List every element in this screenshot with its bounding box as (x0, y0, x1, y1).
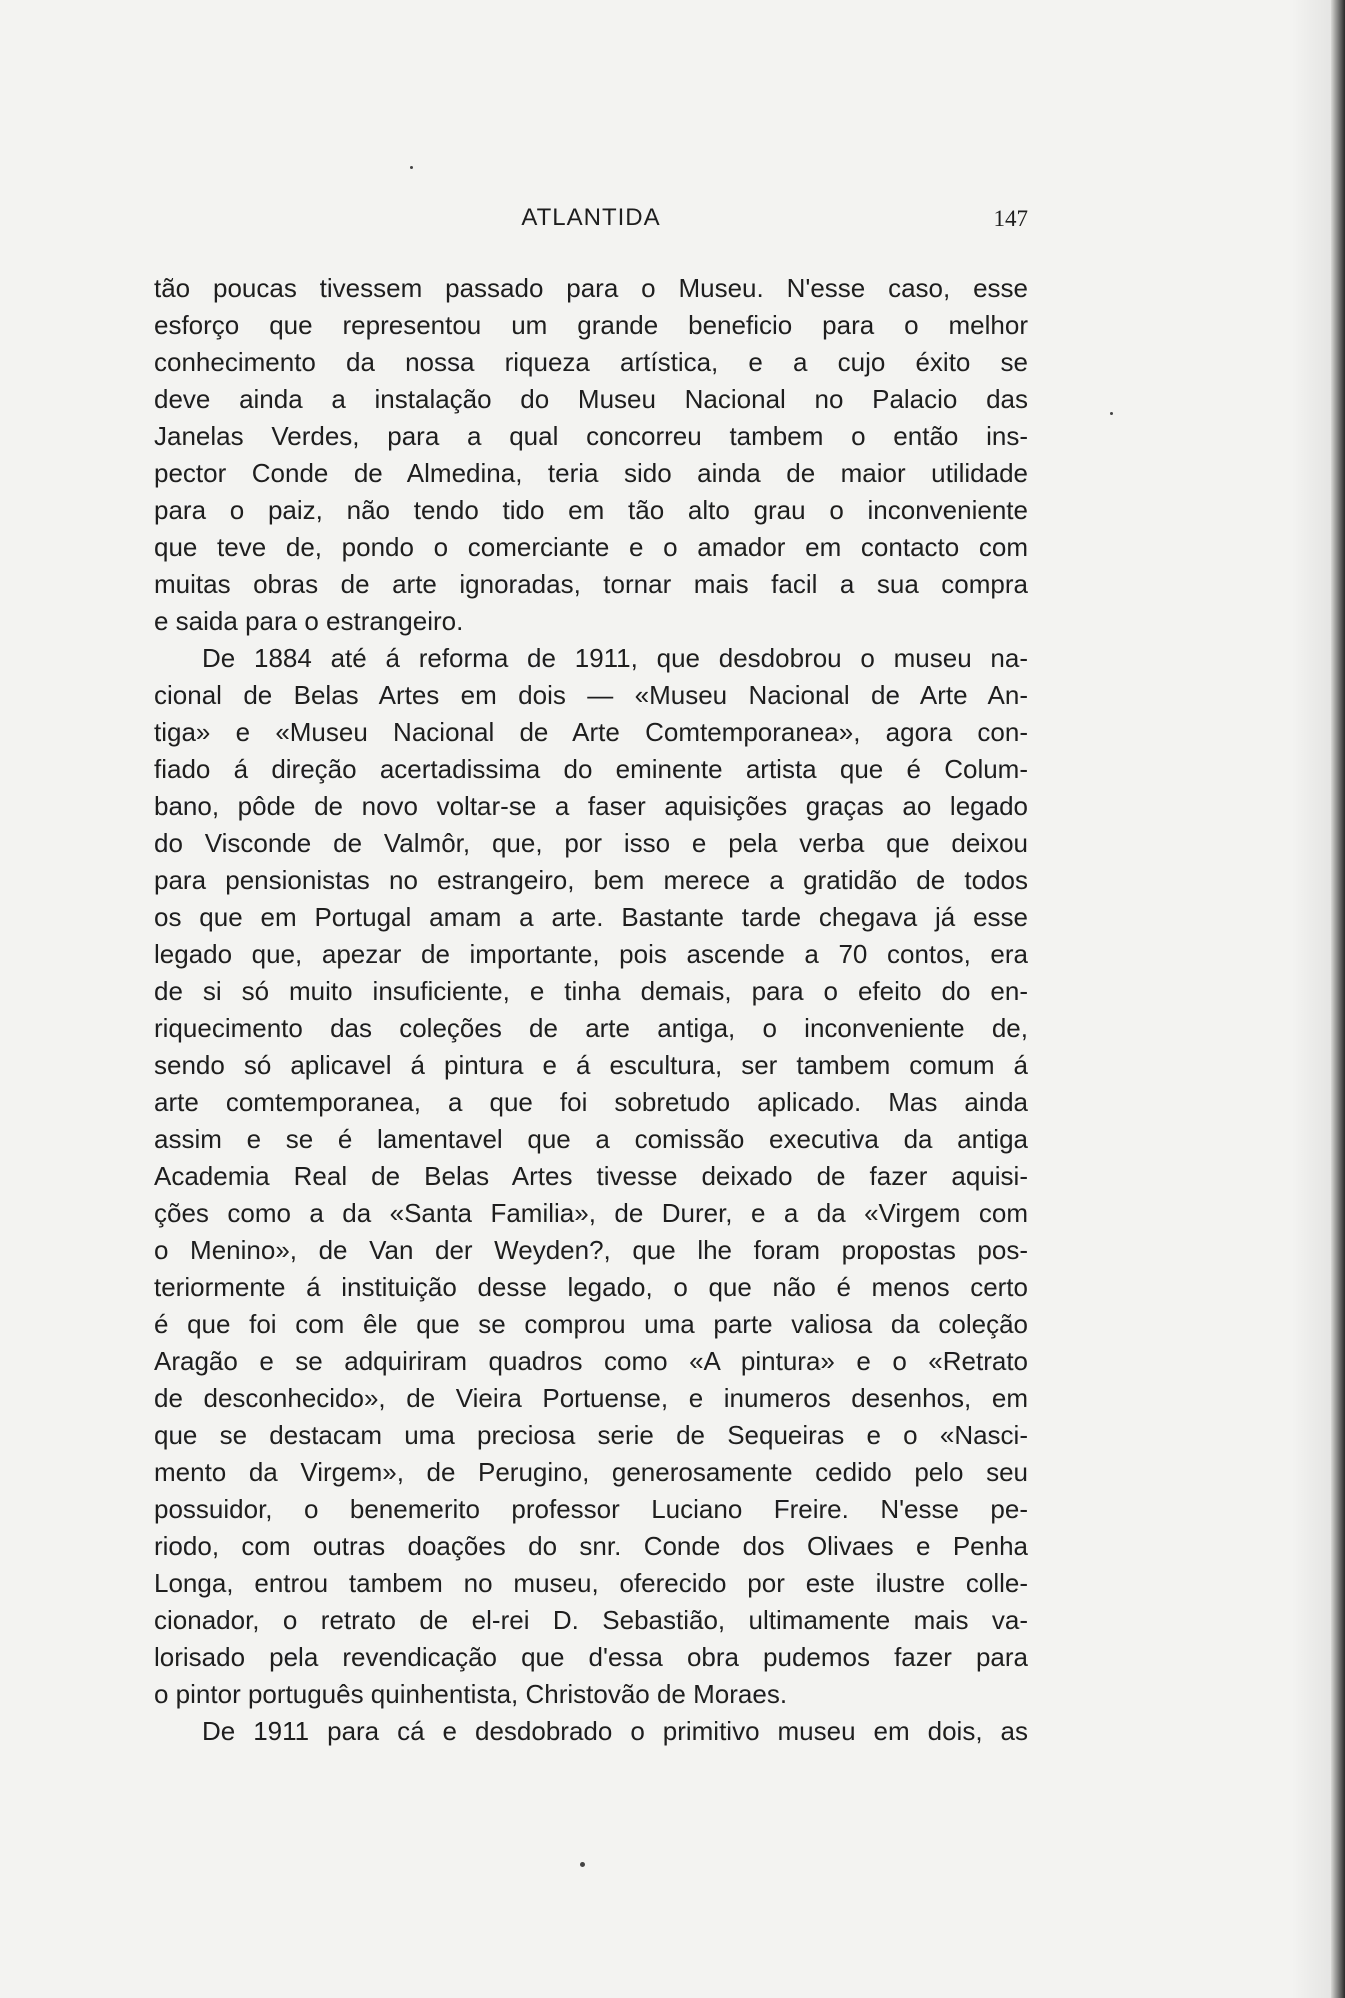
text-line: lorisado pela revendicação que d'essa obra pudemos fazer para (154, 1642, 1028, 1672)
paper-speck (410, 166, 413, 169)
text-line: muitas obras de arte ignoradas, tornar mais facil a sua compra (154, 569, 1028, 599)
page-header (154, 204, 1028, 238)
paper-speck (1110, 412, 1113, 415)
text-line: riquecimento das coleções de arte antiga, o inconveniente de, (154, 1013, 1028, 1043)
text-line: cional de Belas Artes em dois — «Museu Nacional de Arte An- (154, 680, 1028, 710)
text-line: que teve de, pondo o comerciante e o amador em contacto com (154, 532, 1028, 562)
text-line: legado que, apezar de importante, pois ascende a 70 contos, era (154, 939, 1028, 969)
text-line: Longa, entrou tambem no museu, oferecido por este ilustre colle- (154, 1568, 1028, 1598)
text-line: os que em Portugal amam a arte. Bastante tarde chegava já esse (154, 902, 1028, 932)
text-line: Janelas Verdes, para a qual concorreu tambem o então ins- (154, 421, 1028, 451)
text-line: para o paiz, não tendo tido em tão alto grau o inconveniente (154, 495, 1028, 525)
text-line: o pintor português quinhentista, Christovão de Moraes. (154, 1679, 788, 1709)
text-line: do Visconde de Valmôr, que, por isso e pela verba que deixou (154, 828, 1028, 858)
text-line: esforço que representou um grande beneficio para o melhor (154, 310, 1028, 340)
text-line: teriormente á instituição desse legado, o que não é menos certo (154, 1272, 1028, 1302)
paper-speck (580, 1862, 585, 1867)
text-line: sendo só aplicavel á pintura e á escultura, ser tambem comum á (154, 1050, 1028, 1080)
text-line: arte comtemporanea, a que foi sobretudo aplicado. Mas ainda (154, 1087, 1028, 1117)
text-line: Aragão e se adquiriram quadros como «A pintura» e o «Retrato (154, 1346, 1028, 1376)
running-title: ATLANTIDA (521, 204, 661, 231)
page-shadow (1291, 0, 1331, 1998)
text-line: tiga» e «Museu Nacional de Arte Comtemporanea», agora con- (154, 717, 1028, 747)
body-text (154, 270, 1028, 1750)
text-line: ções como a da «Santa Familia», de Durer, e a da «Virgem com (154, 1198, 1028, 1228)
text-line: deve ainda a instalação do Museu Nacional no Palacio das (154, 384, 1028, 414)
text-line: e saida para o estrangeiro. (154, 606, 464, 636)
text-line: bano, pôde de novo voltar-se a faser aquisições graças ao legado (154, 791, 1028, 821)
text-line: Academia Real de Belas Artes tivesse deixado de fazer aquisi- (154, 1161, 1028, 1191)
text-line: para pensionistas no estrangeiro, bem merece a gratidão de todos (154, 865, 1028, 895)
text-line: possuidor, o benemerito professor Luciano Freire. N'esse pe- (154, 1494, 1028, 1524)
page-number: 147 (993, 206, 1028, 231)
text-line: é que foi com êle que se comprou uma parte valiosa da coleção (154, 1309, 1028, 1339)
text-line: fiado á direção acertadissima do eminente artista que é Colum- (154, 754, 1028, 784)
text-line: conhecimento da nossa riqueza artística, e a cujo éxito se (154, 347, 1028, 377)
text-line: de desconhecido», de Vieira Portuense, e inumeros desenhos, em (154, 1383, 1028, 1413)
text-line: De 1911 para cá e desdobrado o primitivo museu em dois, as (202, 1716, 1028, 1746)
text-line: cionador, o retrato de el-rei D. Sebastião, ultimamente mais va- (154, 1605, 1028, 1635)
text-line: que se destacam uma preciosa serie de Sequeiras e o «Nasci- (154, 1420, 1028, 1450)
text-line: riodo, com outras doações do snr. Conde dos Olivaes e Penha (154, 1531, 1028, 1561)
page-binding-edge (1331, 0, 1345, 1998)
text-line: o Menino», de Van der Weyden?, que lhe foram propostas pos- (154, 1235, 1028, 1265)
text-line: tão poucas tivessem passado para o Museu. N'esse caso, esse (154, 273, 1028, 303)
text-line: De 1884 até á reforma de 1911, que desdobrou o museu na- (202, 643, 1028, 673)
text-line: pector Conde de Almedina, teria sido ainda de maior utilidade (154, 458, 1028, 488)
text-line: assim e se é lamentavel que a comissão executiva da antiga (154, 1124, 1028, 1154)
text-line: mento da Virgem», de Perugino, generosamente cedido pelo seu (154, 1457, 1028, 1487)
text-line: de si só muito insuficiente, e tinha demais, para o efeito do en- (154, 976, 1028, 1006)
